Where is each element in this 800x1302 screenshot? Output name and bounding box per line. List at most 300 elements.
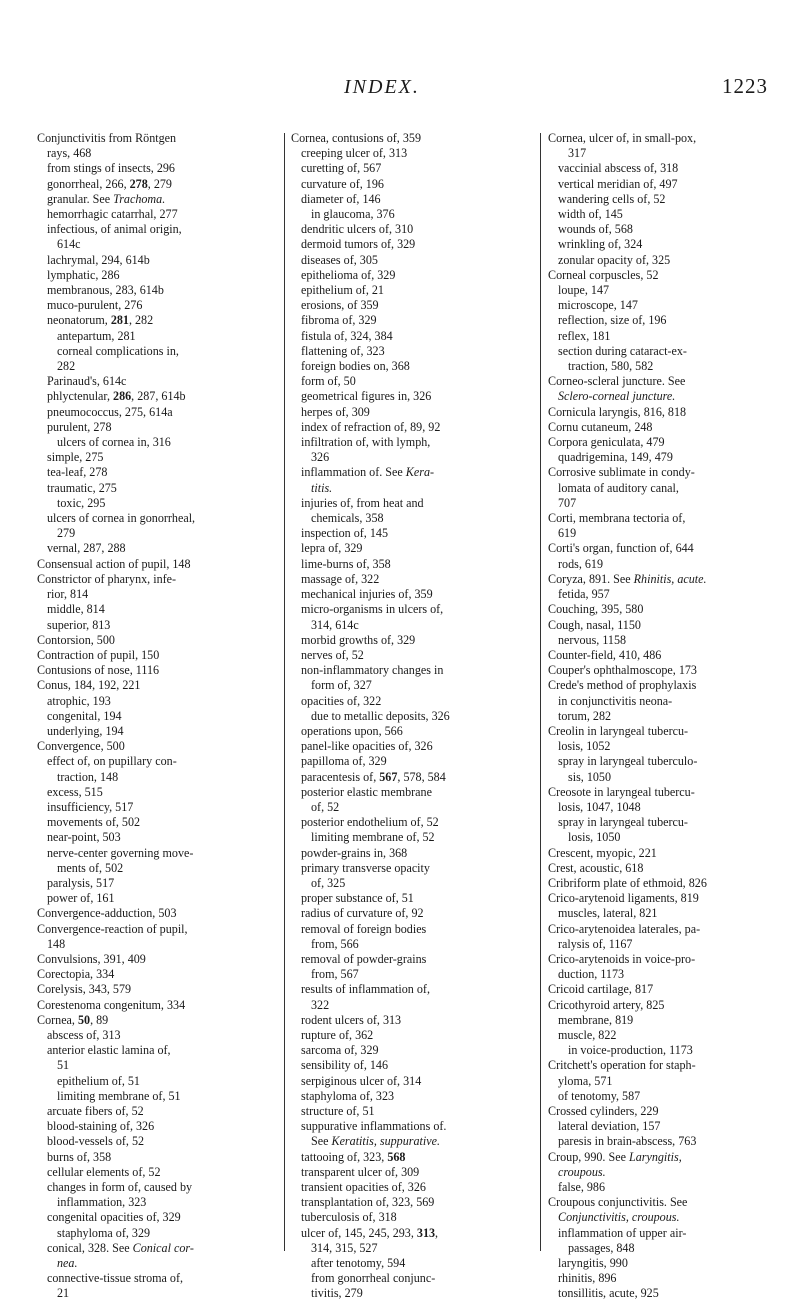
index-entry	[291, 800, 526, 815]
entry-text: middle, 814	[47, 602, 105, 617]
entry-text: Constrictor of pharynx, infe-	[37, 571, 177, 586]
entry-text: , 282	[128, 313, 154, 328]
index-entry	[37, 846, 272, 861]
index-entry	[548, 952, 783, 967]
index-entry	[291, 359, 526, 374]
principal-page-ref: 567	[379, 769, 398, 784]
column-divider	[284, 133, 285, 1251]
index-entry	[548, 207, 783, 222]
entry-text: lachrymal, 294, 614b	[47, 252, 150, 267]
entry-text: tivitis, 279	[311, 1286, 363, 1301]
entry-text: , 578, 584	[397, 769, 446, 784]
index-entry	[37, 1104, 272, 1119]
index-entry	[548, 572, 783, 587]
entry-text: sis, 1050	[568, 769, 612, 784]
entry-text: Cornea, ulcer of, in small-pox,	[548, 131, 697, 145]
index-entry	[37, 618, 272, 633]
entry-text: 148	[47, 936, 66, 951]
index-entry	[37, 830, 272, 845]
entry-text: , 287, 614b	[131, 389, 186, 404]
entry-text: Couching, 395, 580	[548, 602, 644, 617]
entry-text: nerves of, 52	[301, 647, 364, 662]
entry-text: non-inflammatory changes in	[301, 663, 444, 678]
entry-text: of, 325	[311, 875, 346, 890]
index-entry	[548, 694, 783, 709]
entry-text: Cough, nasal, 1150	[548, 617, 641, 632]
entry-text: of, 52	[311, 799, 340, 814]
entry-text: tonsillitis, acute, 925	[558, 1286, 659, 1301]
page-number: 1223	[722, 74, 768, 98]
entry-text: Consensual action of pupil, 148	[37, 556, 191, 571]
entry-text: arcuate fibers of, 52	[47, 1104, 144, 1118]
column-divider	[540, 133, 541, 1251]
entry-text: from, 567	[311, 967, 359, 982]
index-entry	[291, 633, 526, 648]
index-entry	[291, 952, 526, 967]
entry-text: microscope, 147	[558, 298, 638, 313]
entry-text: 619	[558, 526, 577, 541]
entry-text: transparent ulcer of, 309	[301, 1164, 420, 1179]
entry-text: in conjunctivitis neona-	[558, 693, 673, 708]
entry-text: Croup, 990. See	[548, 1149, 629, 1164]
entry-text: traumatic, 275	[47, 480, 117, 495]
entry-text: vertical meridian of, 497	[558, 176, 678, 191]
entry-text: epithelium of, 51	[57, 1073, 140, 1088]
index-entry	[37, 207, 272, 222]
entry-text: inflammation of. See	[301, 465, 406, 480]
index-entry	[548, 982, 783, 997]
index-entry	[548, 1119, 783, 1134]
index-entry	[37, 770, 272, 785]
entry-text: excess, 515	[47, 784, 103, 799]
entry-text: Couper's ophthalmoscope, 173	[548, 663, 697, 678]
index-entry	[291, 1226, 526, 1241]
entry-text: 279	[57, 526, 76, 541]
index-entry	[548, 237, 783, 252]
index-entry	[548, 557, 783, 572]
entry-text: index of refraction of, 89, 92	[301, 419, 441, 434]
entry-text: loupe, 147	[558, 283, 610, 298]
index-entry	[548, 344, 783, 359]
index-entry	[291, 298, 526, 313]
index-entry	[291, 344, 526, 359]
entry-text: radius of curvature of, 92	[301, 906, 424, 921]
index-entry	[37, 222, 272, 237]
entry-text: Convergence-adduction, 503	[37, 906, 177, 921]
entry-text: ralysis of, 1167	[558, 936, 633, 951]
index-entry	[37, 344, 272, 359]
index-entry	[37, 967, 272, 982]
index-entry	[548, 313, 783, 328]
principal-page-ref: 286	[113, 389, 132, 404]
index-entry	[291, 496, 526, 511]
entry-text: vernal, 287, 288	[47, 541, 126, 556]
entry-text: ments of, 502	[57, 860, 124, 875]
index-entry	[291, 739, 526, 754]
index-entry	[37, 1028, 272, 1043]
entry-text: Corectopia, 334	[37, 967, 115, 982]
index-entry	[37, 420, 272, 435]
index-entry	[291, 618, 526, 633]
index-entry	[548, 724, 783, 739]
entry-text: nervous, 1158	[558, 632, 627, 647]
index-entry	[548, 1150, 783, 1165]
index-entry	[37, 785, 272, 800]
entry-text: torum, 282	[558, 708, 612, 723]
index-entry	[37, 906, 272, 921]
entry-text: 314, 315, 527	[311, 1240, 378, 1255]
index-entry	[37, 237, 272, 252]
index-entry	[548, 830, 783, 845]
index-entry	[37, 541, 272, 556]
page-header	[0, 0, 800, 110]
index-entry	[548, 420, 783, 435]
index-entry	[37, 1134, 272, 1149]
index-entry	[548, 800, 783, 815]
index-entry	[291, 146, 526, 161]
entry-text: Contusions of nose, 1116	[37, 663, 160, 678]
index-entry	[291, 283, 526, 298]
index-entry	[37, 861, 272, 876]
entry-text: dermoid tumors of, 329	[301, 237, 416, 252]
entry-text: epithelioma of, 329	[301, 267, 396, 282]
index-entry	[37, 511, 272, 526]
principal-page-ref: 50	[77, 1012, 91, 1027]
entry-text: pneumococcus, 275, 614a	[47, 404, 173, 419]
index-entry	[37, 754, 272, 769]
index-entry	[548, 253, 783, 268]
index-entry	[548, 435, 783, 450]
index-entry	[548, 815, 783, 830]
entry-text: erosions, of 359	[301, 298, 379, 313]
index-entry	[291, 389, 526, 404]
entry-text: primary transverse opacity	[301, 860, 430, 875]
entry-text: Contraction of pupil, 150	[37, 647, 160, 662]
entry-text: power of, 161	[47, 891, 115, 906]
index-entry	[548, 329, 783, 344]
entry-text: Cornea,	[37, 1012, 78, 1027]
index-entry	[37, 161, 272, 176]
index-entry	[37, 678, 272, 693]
index-entry	[548, 192, 783, 207]
index-entry	[291, 1210, 526, 1225]
entry-text: blood-staining of, 326	[47, 1119, 155, 1134]
index-entry	[37, 329, 272, 344]
entry-text: from stings of insects, 296	[47, 161, 175, 176]
index-entry	[291, 405, 526, 420]
entry-text: phlyctenular,	[47, 389, 114, 404]
index-entry	[37, 450, 272, 465]
index-entry	[37, 1271, 272, 1286]
entry-text: atrophic, 193	[47, 693, 111, 708]
index-entry	[291, 694, 526, 709]
index-entry	[291, 891, 526, 906]
entry-text: staphyloma of, 329	[57, 1225, 151, 1240]
entry-text: removal of foreign bodies	[301, 921, 427, 936]
index-entry	[291, 709, 526, 724]
index-entry	[291, 982, 526, 997]
index-entry	[37, 1241, 272, 1256]
entry-text: 282	[57, 359, 76, 374]
entry-text: antepartum, 281	[57, 328, 136, 343]
entry-text: Cornu cutaneum, 248	[548, 419, 653, 434]
principal-page-ref: 281	[110, 313, 129, 328]
entry-text: traction, 148	[57, 769, 119, 784]
entry-text: Cricoid cartilage, 817	[548, 982, 654, 997]
entry-text: simple, 275	[47, 450, 104, 465]
index-entry	[548, 1195, 783, 1210]
entry-text: Crico-arytenoidea laterales, pa-	[548, 921, 701, 936]
index-entry	[548, 663, 783, 678]
cross-reference-text: Conjunctivitis, croupous.	[558, 1210, 680, 1225]
entry-text: fistula of, 324, 384	[301, 328, 393, 343]
entry-text: insufficiency, 517	[47, 799, 134, 814]
entry-text: Convergence, 500	[37, 739, 125, 754]
index-entry	[37, 648, 272, 663]
entry-text: suppurative inflammations of.	[301, 1119, 447, 1134]
index-entry	[37, 146, 272, 161]
entry-text: lepra of, 329	[301, 541, 363, 556]
index-entry	[548, 389, 783, 404]
index-entry	[37, 1013, 272, 1028]
cross-reference-text: Laryngitis,	[628, 1149, 682, 1164]
entry-text: passages, 848	[568, 1240, 635, 1255]
index-entry	[291, 678, 526, 693]
index-entry	[291, 724, 526, 739]
index-entry	[291, 1195, 526, 1210]
index-entry	[291, 192, 526, 207]
entry-text: form of, 50	[301, 374, 356, 389]
index-entry	[291, 481, 526, 496]
index-entry	[291, 207, 526, 222]
index-entry	[291, 237, 526, 252]
entry-text: abscess of, 313	[47, 1027, 121, 1042]
index-entry	[548, 1226, 783, 1241]
entry-text: duction, 1173	[558, 967, 625, 982]
entry-text: diameter of, 146	[301, 191, 381, 206]
index-entry	[37, 1074, 272, 1089]
index-entry	[291, 587, 526, 602]
index-entry	[548, 937, 783, 952]
index-entry	[291, 922, 526, 937]
entry-text: inspection of, 145	[301, 526, 388, 541]
entry-text: cellular elements of, 52	[47, 1164, 161, 1179]
entry-text: 317	[568, 146, 587, 161]
index-entry	[37, 891, 272, 906]
entry-text: sensibility of, 146	[301, 1058, 389, 1073]
entry-text: paresis in brain-abscess, 763	[558, 1134, 697, 1149]
entry-text: from gonorrheal conjunc-	[311, 1271, 436, 1286]
entry-text: Corneal corpuscles, 52	[548, 267, 659, 282]
entry-text: laryngitis, 990	[558, 1256, 628, 1271]
entry-text: paracentesis of,	[301, 769, 380, 784]
entry-text: Crede's method of prophylaxis	[548, 678, 697, 693]
principal-page-ref: 568	[387, 1149, 406, 1164]
index-column-3	[548, 131, 783, 1302]
entry-text: Conus, 184, 192, 221	[37, 678, 141, 693]
index-entry	[548, 861, 783, 876]
entry-text: muscles, lateral, 821	[558, 906, 658, 921]
index-entry	[548, 602, 783, 617]
index-entry	[291, 1028, 526, 1043]
entry-text: opacities of, 322	[301, 693, 382, 708]
cross-reference-text: Sclero-corneal juncture.	[558, 389, 676, 404]
index-entry	[37, 298, 272, 313]
index-entry	[548, 131, 783, 146]
index-entry	[291, 967, 526, 982]
entry-text: traction, 580, 582	[568, 359, 654, 374]
entry-text: , 89	[90, 1012, 109, 1027]
entry-text: lateral deviation, 157	[558, 1119, 661, 1134]
index-entry	[548, 1256, 783, 1271]
index-entry	[37, 465, 272, 480]
entry-text: muscle, 822	[558, 1027, 617, 1042]
entry-text: Corestenoma congenitum, 334	[37, 997, 186, 1012]
index-entry	[37, 359, 272, 374]
entry-text: curvature of, 196	[301, 176, 384, 191]
entry-text: serpiginous ulcer of, 314	[301, 1073, 422, 1088]
entry-text: Cribriform plate of ethmoid, 826	[548, 875, 707, 890]
index-entry	[37, 663, 272, 678]
entry-text: muco-purulent, 276	[47, 298, 143, 313]
index-entry	[291, 906, 526, 921]
entry-text: Croupous conjunctivitis. See	[548, 1195, 688, 1210]
index-entry	[548, 785, 783, 800]
index-entry	[291, 770, 526, 785]
cross-reference-text: titis.	[311, 480, 333, 495]
entry-text: Creosote in laryngeal tubercu-	[548, 784, 695, 799]
entry-text: rods, 619	[558, 556, 604, 571]
entry-text: movements of, 502	[47, 815, 141, 830]
index-entry	[291, 1104, 526, 1119]
entry-text: 314, 614c	[311, 617, 359, 632]
entry-text: Corpora geniculata, 479	[548, 435, 665, 450]
index-entry	[548, 678, 783, 693]
entry-text: fibroma of, 329	[301, 313, 377, 328]
entry-text: Critchett's operation for staph-	[548, 1058, 696, 1073]
entry-text: Cornea, contusions of, 359	[291, 131, 421, 145]
index-entry	[37, 557, 272, 572]
cross-reference-text: croupous.	[558, 1164, 606, 1179]
index-entry	[291, 1150, 526, 1165]
cross-reference-text: Kera-	[405, 465, 435, 480]
entry-text: removal of powder-grains	[301, 951, 427, 966]
entry-text: limiting membrane of, 52	[311, 830, 435, 845]
entry-text: of tenotomy, 587	[558, 1088, 641, 1103]
entry-text: spray in laryngeal tubercu-	[558, 815, 688, 830]
index-entry	[37, 1043, 272, 1058]
index-entry	[548, 906, 783, 921]
entry-text: anterior elastic lamina of,	[47, 1043, 171, 1058]
entry-text: flattening of, 323	[301, 343, 385, 358]
entry-text: 707	[558, 495, 577, 510]
index-entry	[291, 1089, 526, 1104]
entry-text: paralysis, 517	[47, 875, 115, 890]
entry-text: changes in form of, caused by	[47, 1180, 193, 1195]
entry-text: rior, 814	[47, 587, 89, 602]
index-entry	[291, 465, 526, 480]
entry-text: lomata of auditory canal,	[558, 480, 679, 495]
entry-text: rays, 468	[47, 146, 92, 161]
index-entry	[291, 1134, 526, 1149]
index-entry	[291, 846, 526, 861]
index-entry	[548, 876, 783, 891]
entry-text: infectious, of animal origin,	[47, 222, 182, 237]
index-entry	[37, 998, 272, 1013]
entry-text: posterior endothelium of, 52	[301, 815, 439, 830]
entry-text: tuberculosis of, 318	[301, 1210, 397, 1225]
index-entry	[37, 526, 272, 541]
entry-text: membrane, 819	[558, 1012, 634, 1027]
entry-text: Counter-field, 410, 486	[548, 647, 662, 662]
entry-text: transient opacities of, 326	[301, 1180, 426, 1195]
index-entry	[291, 830, 526, 845]
index-entry	[37, 1210, 272, 1225]
index-entry	[291, 131, 526, 146]
index-entry	[291, 557, 526, 572]
index-entry	[548, 1089, 783, 1104]
entry-text: reflex, 181	[558, 328, 611, 343]
entry-text: after tenotomy, 594	[311, 1256, 406, 1271]
entry-text: lime-burns of, 358	[301, 556, 391, 571]
index-entry	[291, 1043, 526, 1058]
index-entry	[291, 861, 526, 876]
entry-text: underlying, 194	[47, 723, 124, 738]
entry-text: inflammation of upper air-	[558, 1225, 687, 1240]
entry-text: zonular opacity of, 325	[558, 252, 671, 267]
index-entry	[291, 1180, 526, 1195]
index-entry	[291, 450, 526, 465]
index-entry	[37, 587, 272, 602]
index-entry	[548, 146, 783, 161]
entry-text: granular. See	[47, 191, 114, 206]
principal-page-ref: 278	[129, 176, 148, 191]
entry-text: operations upon, 566	[301, 723, 403, 738]
entry-text: false, 986	[558, 1180, 606, 1195]
index-entry	[548, 298, 783, 313]
entry-text: tea-leaf, 278	[47, 465, 108, 480]
index-entry	[291, 420, 526, 435]
index-entry	[548, 1013, 783, 1028]
entry-text: rodent ulcers of, 313	[301, 1012, 402, 1027]
index-entry	[548, 283, 783, 298]
index-entry	[548, 481, 783, 496]
entry-text: burns of, 358	[47, 1149, 112, 1164]
entry-text: diseases of, 305	[301, 252, 378, 267]
entry-text: membranous, 283, 614b	[47, 283, 164, 298]
entry-text: losis, 1052	[558, 739, 611, 754]
index-entry	[291, 1241, 526, 1256]
entry-text: injuries of, from heat and	[301, 495, 424, 510]
index-entry	[37, 374, 272, 389]
entry-text: herpes of, 309	[301, 404, 370, 419]
index-entry	[37, 937, 272, 952]
entry-text: Convulsions, 391, 409	[37, 951, 146, 966]
entry-text: ulcer of, 145, 245, 293,	[301, 1225, 417, 1240]
entry-text: results of inflammation of,	[301, 982, 430, 997]
index-entry	[548, 998, 783, 1013]
index-entry	[291, 937, 526, 952]
entry-text: ulcers of cornea in, 316	[57, 435, 171, 450]
entry-text: morbid growths of, 329	[301, 632, 416, 647]
entry-text: powder-grains in, 368	[301, 845, 408, 860]
index-entry	[548, 465, 783, 480]
index-entry	[548, 1058, 783, 1073]
index-entry	[291, 876, 526, 891]
principal-page-ref: 313	[416, 1225, 436, 1240]
index-entry	[37, 724, 272, 739]
index-entry	[37, 1180, 272, 1195]
